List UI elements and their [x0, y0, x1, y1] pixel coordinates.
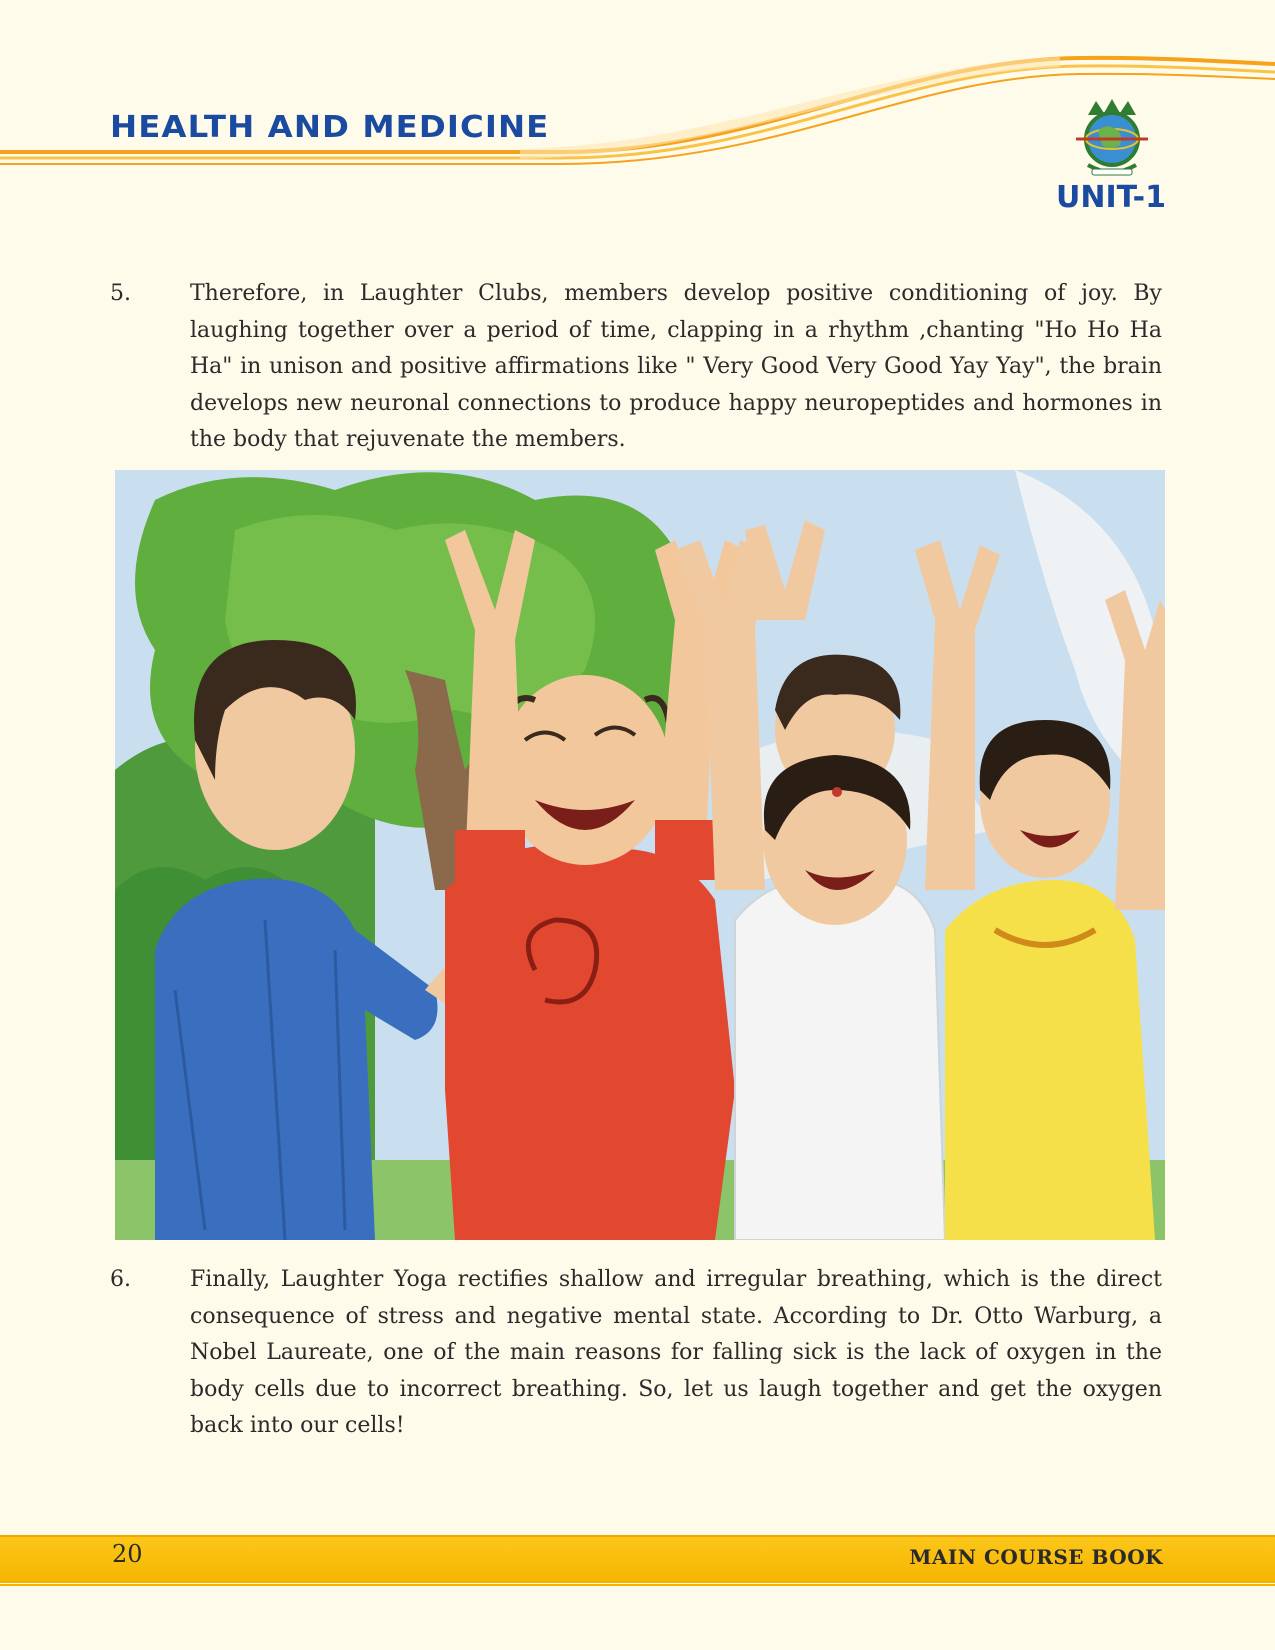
- page-number: 20: [112, 1540, 143, 1568]
- unit-label: UNIT-1: [1056, 180, 1167, 215]
- paragraph-number: 5.: [110, 281, 131, 306]
- footer-divider: [0, 1584, 1275, 1586]
- book-title: MAIN COURSE BOOK: [909, 1545, 1163, 1569]
- laughter-club-illustration-icon: [115, 470, 1165, 1240]
- paragraph-number: 6.: [110, 1267, 131, 1292]
- paragraph-text: Therefore, in Laughter Clubs, members develop positive conditioning of joy. By laughing together over a period of time, clapping in a rhythm ,chanting "Ho Ho Ha Ha" in unison and positive affirmations like " Very Good Very Good Yay Yay", the brain develops new neuronal connections to produce happy neuropeptides and hormones in the body that rejuvenate the members.: [190, 281, 1162, 452]
- paragraph-text: Finally, Laughter Yoga rectifies shallow and irregular breathing, which is the direct consequence of stress and negative mental state. According to Dr. Otto Warburg, a Nobel Laureate, one of the main reasons for falling sick is the lack of oxygen in the body cells due to incorrect breathing. So, let us laugh together and get the oxygen back into our cells!: [190, 1267, 1162, 1438]
- paragraph-5: [110, 276, 1162, 459]
- school-emblem-logo-icon: [1066, 95, 1158, 187]
- paragraph-6: [110, 1262, 1162, 1445]
- chapter-title: HEALTH AND MEDICINE: [110, 110, 550, 145]
